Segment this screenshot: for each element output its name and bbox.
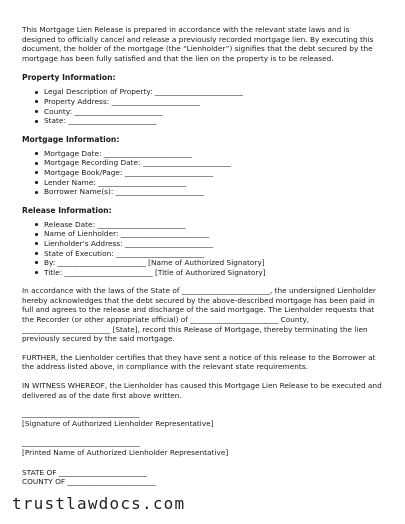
list-item: State of Execution: ________________________ (44, 249, 384, 259)
list-item: Release Date: ________________________ (44, 220, 384, 230)
mortgage-list (22, 149, 384, 197)
list-item: Mortgage Book/Page: ________________________ (44, 168, 384, 178)
notary-state: STATE OF ________________________ (22, 467, 147, 477)
property-heading: Property Information: (22, 73, 116, 83)
list-item: Mortgage Date: ________________________ (44, 149, 384, 159)
list-item: Lienholder's Address: ________________________ (44, 239, 384, 249)
property-list (22, 87, 384, 125)
printed-name-label: [Printed Name of Authorized Lienholder Representative] (22, 448, 229, 457)
acknowledgement-paragraph: In accordance with the laws of the State of ________________________, the undersigned Lienholder hereby acknowledges that the debt secured by the above-described mortgage has been paid in full and agrees to the release and discharge of the said mortgage. The Lienholder requests that the Recorder (or other appropriate official) of ________________________ County, ________________________ [State], record this Release of Mortgage, thereby terminating the lien previously secured by the said mortgage. (22, 286, 376, 344)
list-item: Property Address: ________________________ (44, 97, 384, 107)
signature-block (22, 409, 384, 428)
notary-block (22, 468, 384, 487)
list-item: State: ________________________ (44, 116, 384, 126)
list-item: Title: ________________________ [Title of Authorized Signatory] (44, 268, 384, 278)
intro-paragraph: This Mortgage Lien Release is prepared in accordance with the relevant state laws and is designed to officially cancel and release a previously recorded mortgage lien. By executing this document, the holder of the mortgage (the “Lienholder”) signifies that the debt secured by the mortgage has been fully satisfied and that the lien on the property is to be released. (22, 25, 374, 63)
list-item: County: ________________________ (44, 107, 384, 117)
list-item: Legal Description of Property: ________________________ (44, 87, 384, 97)
printed-name-line: ________________________________ (22, 438, 140, 448)
notary-county: COUNTY OF ________________________ (22, 477, 156, 487)
watermark: trustlawdocs.com (12, 494, 186, 513)
list-item: By: ________________________ [Name of Authorized Signatory] (44, 258, 384, 268)
printed-name-block (22, 438, 384, 457)
document-page (22, 25, 384, 487)
list-item: Mortgage Recording Date: ________________________ (44, 158, 384, 168)
witness-paragraph: IN WITNESS WHEREOF, the Lienholder has caused this Mortgage Lien Release to be executed and delivered as of the date first above written. (22, 381, 382, 400)
list-item: Lender Name: ________________________ (44, 178, 384, 188)
signature-line: ________________________________ (22, 409, 140, 419)
mortgage-heading: Mortgage Information: (22, 134, 120, 144)
release-list (22, 220, 384, 278)
list-item: Name of Lienholder: ________________________ (44, 229, 384, 239)
signature-label: [Signature of Authorized Lienholder Representative] (22, 418, 214, 428)
release-heading: Release Information: (22, 205, 112, 215)
certification-paragraph: FURTHER, the Lienholder certifies that they have sent a notice of this release to the Borrower at the address listed above, in compliance with the relevant state requirements. (22, 352, 376, 372)
list-item: Borrower Name(s): ________________________ (44, 187, 384, 197)
